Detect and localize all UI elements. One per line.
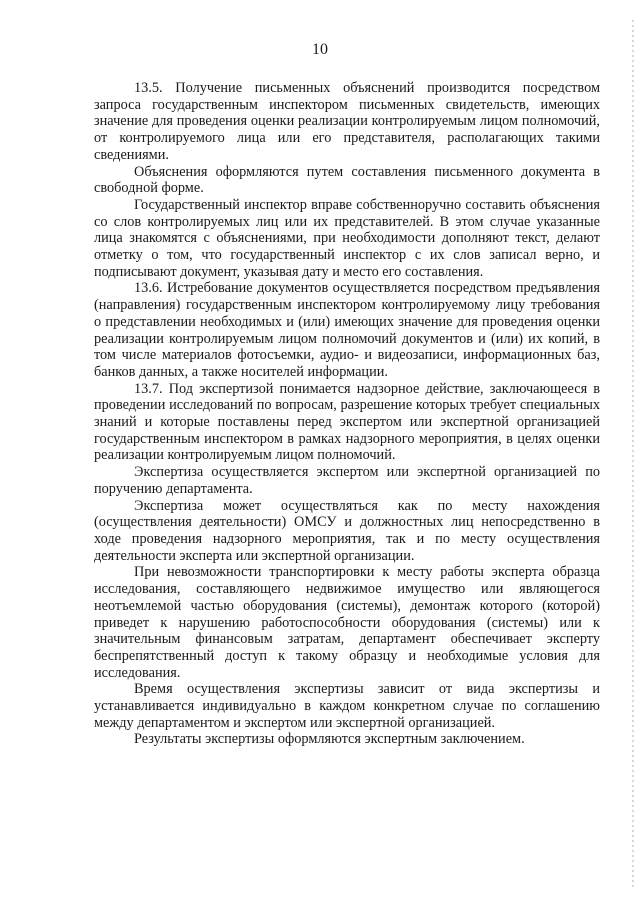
paragraph-expertise-time: Время осуществления экспертизы зависит от вида экспертизы и устанавливается индивидуально в каждом конкретном случае по соглашению между департаментом и экспертом или экспертной организацией.: [94, 681, 600, 731]
paragraph-expertise-by-expert: Экспертиза осуществляется экспертом или экспертной организацией по поручению департамента.: [94, 464, 600, 497]
paragraph-13-7: 13.7. Под экспертизой понимается надзорное действие, заключающееся в проведении исследований по вопросам, разрешение которых требует специальных знаний и которые поставлены перед экспертом или экспертной организацией государственным инспектором в рамках надзорного мероприятия, в целях оценки реализации контролируемым лицом полномочий.: [94, 380, 600, 464]
paragraph-explanations-form: Объяснения оформляются путем составления письменного документа в свободной форме.: [94, 163, 600, 197]
scan-edge-mark: [632, 20, 634, 890]
paragraph-expertise-results: Результаты экспертизы оформляются экспертным заключением.: [134, 731, 525, 748]
paragraph-13-5: 13.5. Получение письменных объяснений производится посредством запроса государственным инспектором письменных свидетельств, имеющих значение для проведения оценки реализации контролируемым лицом полномочий, от контролируемого лица или его представителя, располагающих такими сведениями.: [94, 80, 600, 163]
paragraph-13-6: 13.6. Истребование документов осуществляется посредством предъявления (направления) государственным инспектором контролируемому лицу требования о представлении необходимых и (или) имеющих значение для проведения оценки реализации контролируемым лицом полномочий документов и (или) их копий, в том числе материалов фотосъемки, аудио- и видеозаписи, информационных баз, банков данных, а также носителей информации.: [94, 280, 600, 380]
document-body: [94, 80, 600, 748]
paragraph-expertise-location: Экспертиза может осуществляться как по месту нахождения (осуществления деятельности) ОМСУ и должностных лиц непосредственно в ходе проведения надзорного мероприятия, так и по месту осуществления деятельности эксперта или экспертной организации.: [94, 497, 600, 564]
paragraph-inspector-explanations: Государственный инспектор вправе собственноручно составить объяснения со слов контролируемых лиц или их представителей. В этом случае указанные лица знакомятся с объяснениями, при необходимости дополняют текст, делают отметку о том, что государственный инспектор с их слов записал верно, и подписывают документ, указывая дату и место его составления.: [94, 196, 600, 280]
page-number: 10: [312, 41, 328, 58]
paragraph-expertise-transport: При невозможности транспортировки к месту работы эксперта образца исследования, составляющего недвижимое имущество или являющегося неотъемлемой частью оборудования (системы), демонтаж которого (которой) приведет к нарушению работоспособности оборудования (системы) или к значительным финансовым затратам, департамент обеспечивает эксперту беспрепятственный доступ к такому образцу и необходимые условия для исследования.: [94, 564, 600, 681]
